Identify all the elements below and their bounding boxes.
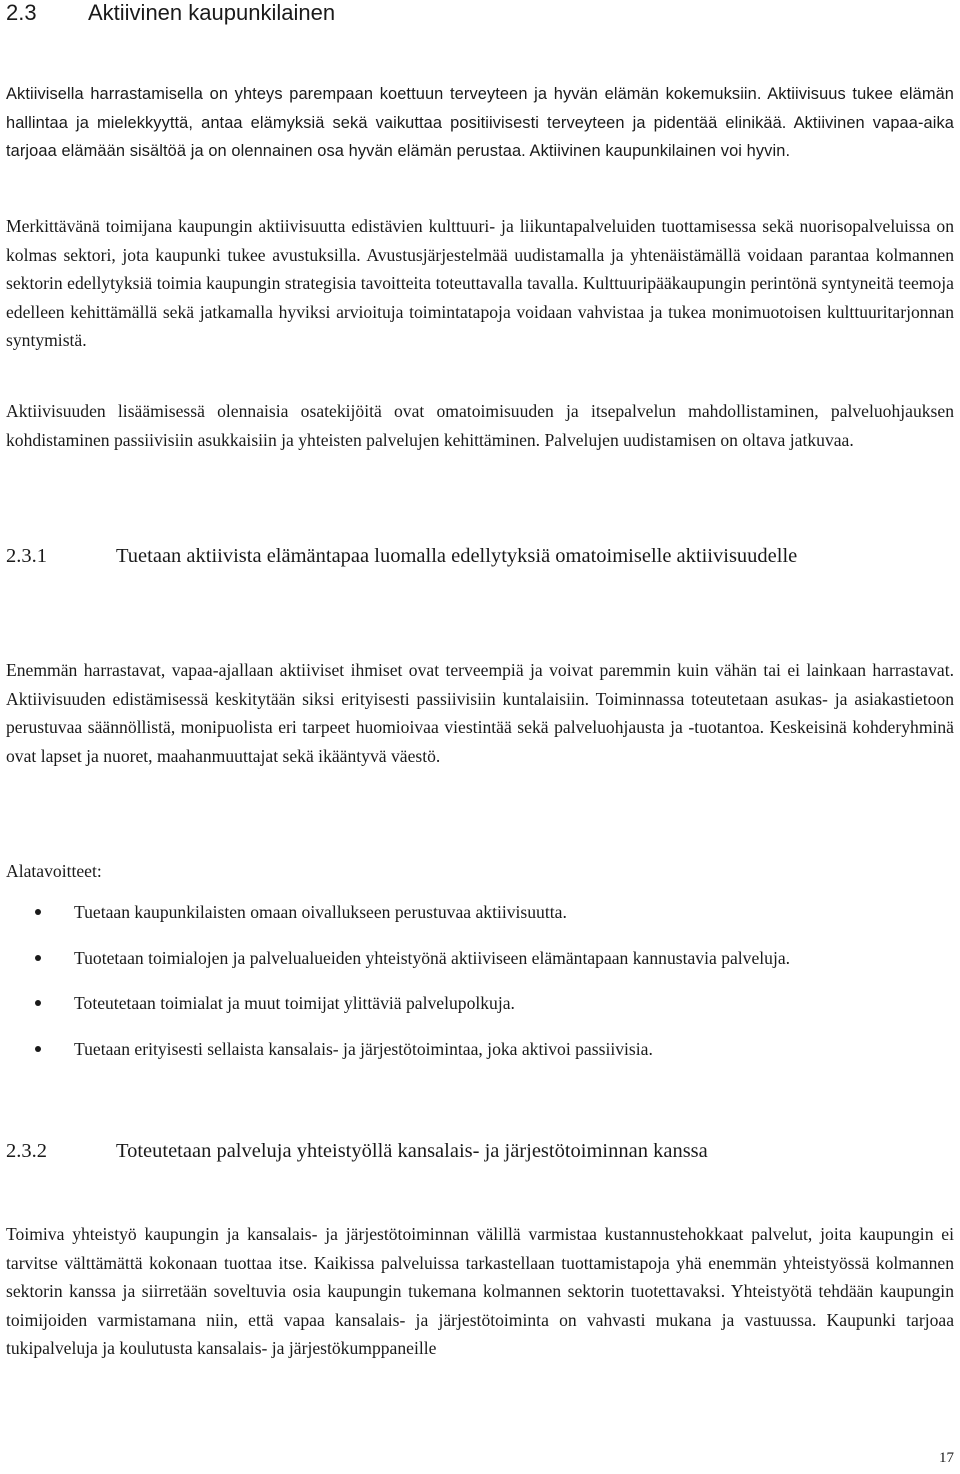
bullet-icon <box>35 1046 41 1052</box>
page-number: 17 <box>939 1450 954 1466</box>
subsection-heading-1 <box>6 540 956 573</box>
subgoals-list <box>6 898 954 1080</box>
section-heading <box>6 0 335 28</box>
subsection-heading-2 <box>6 1135 956 1168</box>
subsection-2-number: 2.3.2 <box>6 1140 47 1162</box>
subsection-1-title: Tuetaan aktiivista elämäntapaa luomalla edellytyksiä omatoimiselle aktiivisuudelle <box>116 545 798 567</box>
list-item-text: Toteutetaan toimialat ja muut toimijat ylittäviä palvelupolkuja. <box>74 993 515 1014</box>
intro-paragraph: Aktiivisella harrastamisella on yhteys parempaan koettuun terveyteen ja hyvän elämän kokemuksiin. Aktiivisuus tukee elämän hallintaa ja mielekkyyttä, antaa elämyksiä sekä vaikuttaa positiivisesti terveyteen ja pidentää elinikää. Aktiivinen vapaa-aika tarjoaa elämään sisältöä ja on olennainen osa hyvän elämän perustaa. Aktiivinen kaupunkilainen voi hyvin. <box>6 85 954 161</box>
bullet-icon <box>35 955 41 961</box>
paragraph-activity-factors: Aktiivisuuden lisäämisessä olennaisia osatekijöitä ovat omatoimisuuden ja itsepalvelun mahdollistaminen, palveluohjauksen kohdistaminen passiivisiin asukkaisiin ja yhteisten palvelujen kehittäminen. Palvelujen uudistamisen on oltava jatkuvaa. <box>6 401 954 450</box>
subgoals-label: Alatavoitteet: <box>6 861 102 881</box>
list-item-text: Tuetaan kaupunkilaisten omaan oivallukseen perustuvaa aktiivisuutta. <box>74 902 567 922</box>
bullet-icon <box>35 909 41 915</box>
bullet-icon <box>35 1000 41 1006</box>
list-item <box>6 898 954 927</box>
paragraph-third-sector: Merkittävänä toimijana kaupungin aktiivisuutta edistävien kulttuuri- ja liikuntapalveluiden tuottamisessa sekä nuorisopalveluissa on kolmas sektori, jota kaupunki tukee avustuksilla. Avustusjärjestelmää uudistamalla ja yhtenäistämällä voidaan parantaa kolmannen sektorin edellytyksiä toimia kaupungin strategisia tavoitteita toteuttavalla tavalla. Kulttuuripääkaupungin perintönä syntyneitä teemoja edelleen kehittämällä sekä jatkamalla hyviksi arvioituja toimintatapoja voidaan vahvistaa ja tukea monimuotoisen kulttuuritarjonnan syntymistä. <box>6 216 954 351</box>
list-item-text: Tuotetaan toimialojen ja palvelualueiden yhteistyönä aktiiviseen elämäntapaan kannustavia palveluja. <box>74 947 791 968</box>
list-item <box>6 989 954 1018</box>
section-number: 2.3 <box>6 0 37 25</box>
list-item <box>6 1035 954 1064</box>
section-title: Aktiivinen kaupunkilainen <box>88 0 336 25</box>
paragraph-cooperation: Toimiva yhteistyö kaupungin ja kansalais- ja järjestötoiminnan välillä varmistaa kustannustehokkaat palvelut, joita kaupungin ei tarvitse välttämättä kokonaan tuottaa itse. Kaikissa palveluissa tarkastellaan tuottamistapoja yhä enemmän yhteistyössä kolmannen sektorin kanssa ja siirretään soveltuvia osia kaupungin tukemana kolmannen sektorin tuotettavaksi. Yhteistyötä tehdään kaupungin toimijoiden varmistamana niin, että vapaa kansalais- ja järjestötoiminta on vahvasti mukana ja vastuussa. Kaupunki tarjoaa tukipalveluja ja koulutusta kansalais- ja järjestökumppaneille <box>6 1224 954 1359</box>
paragraph-active-lifestyle: Enemmän harrastavat, vapaa-ajallaan aktiiviset ihmiset ovat terveempiä ja voivat paremmin kuin vähän tai ei lainkaan harrastavat. Aktiivisuuden edistämisessä keskitytään siksi erityisesti passiivisiin kuntalaisiin. Toiminnassa toteutetaan asukas- ja asiakastietoon perustuvaa säännöllistä, monipuolista eri tarpeet huomioivaa viestintää sekä palveluohjausta ja -tuotantoa. Keskeisinä kohderyhminä ovat lapset ja nuoret, maahanmuuttajat sekä ikääntyvä väestö. <box>6 660 954 766</box>
subsection-1-number: 2.3.1 <box>6 545 47 567</box>
list-item-text: Tuetaan erityisesti sellaista kansalais- ja järjestötoimintaa, joka aktivoi passiivisia. <box>74 1038 653 1059</box>
subsection-2-title: Toteutetaan palveluja yhteistyöllä kansalais- ja järjestötoiminnan kanssa <box>116 1140 708 1162</box>
list-item <box>6 944 954 973</box>
